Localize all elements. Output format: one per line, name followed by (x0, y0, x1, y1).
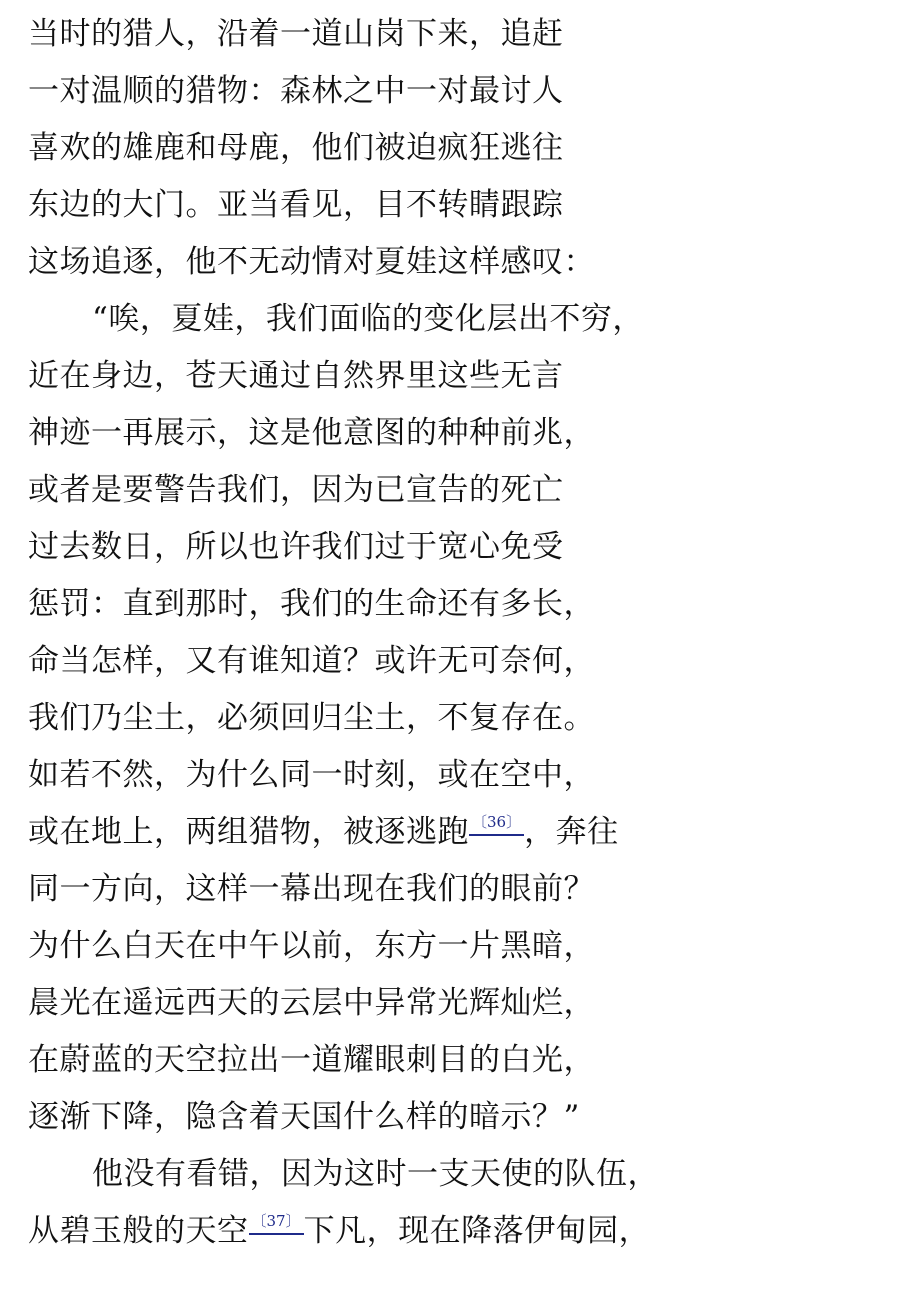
text-segment: 或在地上，两组猎物，被逐逃跑 (28, 814, 469, 850)
text-line-8: 神迹一再展示，这是他意图的种种前兆， (28, 415, 595, 451)
text-line-16: 同一方向，这样一幕出现在我们的眼前？ (28, 871, 595, 907)
text-line-6: “唉，夏娃，我们面临的变化层出不穷， (92, 301, 644, 337)
text-line-5: 这场追逐，他不无动情对夏娃这样感叹： (28, 244, 595, 280)
text-segment: ，奔往 (524, 814, 619, 850)
footnote-ref-36[interactable]: 〔36〕 (469, 815, 524, 836)
text-line-3: 喜欢的雄鹿和母鹿，他们被迫疯狂逃往 (28, 130, 564, 166)
text-line-20: 逐渐下降，隐含着天国什么样的暗示？” (28, 1099, 580, 1135)
text-line-22 (28, 1211, 650, 1251)
text-line-10: 过去数日，所以也许我们过于宽心免受 (28, 529, 564, 565)
text-line-9: 或者是要警告我们，因为已宣告的死亡 (28, 472, 564, 508)
text-segment: 下凡，现在降落伊甸园， (303, 1213, 651, 1249)
text-line-17: 为什么白天在中午以前，东方一片黑暗， (28, 928, 595, 964)
text-line-2: 一对温顺的猎物：森林之中一对最讨人 (28, 73, 564, 109)
text-line-12: 命当怎样，又有谁知道？或许无可奈何， (28, 643, 595, 679)
text-line-15 (28, 812, 619, 852)
text-line-18: 晨光在遥远西天的云层中异常光辉灿烂， (28, 985, 595, 1021)
text-line-19: 在蔚蓝的天空拉出一道耀眼刺目的白光， (28, 1042, 595, 1078)
text-line-7: 近在身边，苍天通过自然界里这些无言 (28, 358, 564, 394)
text-line-14: 如若不然，为什么同一时刻，或在空中， (28, 757, 595, 793)
text-line-4: 东边的大门。亚当看见，目不转睛跟踪 (28, 187, 564, 223)
text-line-11: 惩罚：直到那时，我们的生命还有多长， (28, 586, 595, 622)
text-line-13: 我们乃尘土，必须回归尘土，不复存在。 (28, 700, 595, 736)
text-segment: 从碧玉般的天空 (28, 1213, 249, 1249)
footnote-ref-37[interactable]: 〔37〕 (249, 1214, 304, 1235)
text-line-1: 当时的猎人，沿着一道山岗下来，追赶 (28, 16, 564, 52)
text-line-21: 他没有看错，因为这时一支天使的队伍， (92, 1156, 659, 1192)
